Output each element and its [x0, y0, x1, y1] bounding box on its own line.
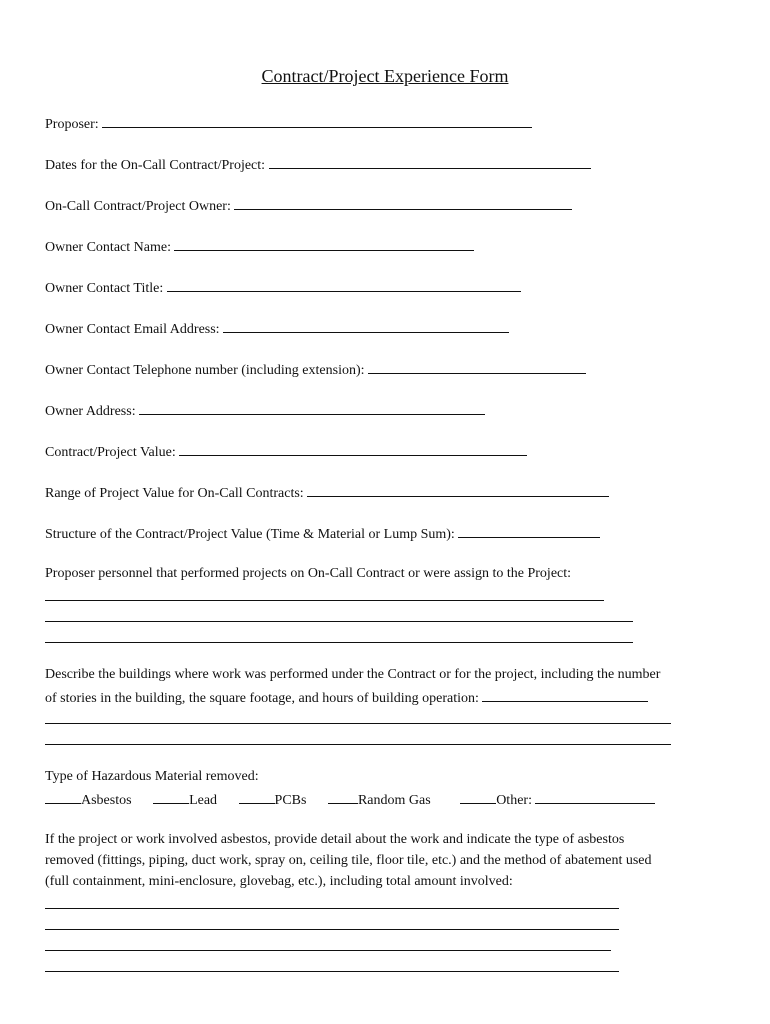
structure-row	[45, 523, 600, 544]
option-other[interactable]	[460, 789, 655, 810]
contact-name-label: Owner Contact Name:	[45, 240, 171, 255]
proposer-row	[45, 113, 532, 134]
option-asbestos[interactable]	[45, 789, 132, 810]
buildings-field[interactable]	[482, 687, 648, 702]
random-gas-blank[interactable]	[328, 789, 358, 804]
lead-blank[interactable]	[153, 789, 189, 804]
dates-field[interactable]	[269, 154, 591, 169]
owner-address-label: Owner Address:	[45, 404, 136, 419]
other-blank[interactable]	[460, 789, 496, 804]
buildings-text-2: of stories in the building, the square footage, and hours of building operation:	[45, 691, 479, 706]
range-field[interactable]	[307, 482, 609, 497]
contact-phone-row	[45, 359, 586, 380]
buildings-text-1: Describe the buildings where work was performed under the Contract or for the project, including the number	[45, 667, 661, 682]
asbestos-text-3: (full containment, mini-enclosure, glovebag, etc.), including total amount involved:	[45, 874, 513, 889]
option-random-gas[interactable]	[328, 789, 431, 810]
pcbs-blank[interactable]	[239, 789, 275, 804]
asbestos-label: Asbestos	[81, 793, 132, 808]
contact-title-row	[45, 277, 521, 298]
buildings-line-1[interactable]	[45, 723, 671, 724]
asbestos-blank[interactable]	[45, 789, 81, 804]
buildings-row	[45, 687, 648, 708]
owner-address-row	[45, 400, 485, 421]
value-field[interactable]	[179, 441, 527, 456]
random-gas-label: Random Gas	[357, 793, 431, 808]
asbestos-line-1[interactable]	[45, 908, 619, 909]
hazardous-label: Type of Hazardous Material removed:	[45, 769, 259, 784]
asbestos-line-2[interactable]	[45, 929, 619, 930]
contact-email-label: Owner Contact Email Address:	[45, 322, 220, 337]
structure-label: Structure of the Contract/Project Value (Time & Material or Lump Sum):	[45, 527, 455, 542]
form-title: Contract/Project Experience Form	[261, 66, 509, 86]
contact-name-field[interactable]	[174, 236, 474, 251]
contact-phone-field[interactable]	[368, 359, 586, 374]
dates-label: Dates for the On-Call Contract/Project:	[45, 158, 266, 173]
asbestos-text-2: removed (fittings, piping, duct work, spray on, ceiling tile, floor tile, etc.) and the method of abatement used	[45, 853, 652, 868]
other-field[interactable]	[535, 789, 655, 804]
personnel-line-3[interactable]	[45, 642, 633, 643]
hazardous-options	[45, 789, 673, 810]
option-pcbs[interactable]	[239, 789, 307, 810]
proposer-label: Proposer:	[45, 117, 99, 132]
personnel-line-1[interactable]	[45, 600, 604, 601]
value-row	[45, 441, 527, 462]
contact-title-field[interactable]	[167, 277, 521, 292]
value-label: Contract/Project Value:	[45, 445, 176, 460]
asbestos-line-4[interactable]	[45, 971, 619, 972]
lead-label: Lead	[189, 793, 218, 808]
contact-email-field[interactable]	[223, 318, 509, 333]
asbestos-text-1: If the project or work involved asbestos, provide detail about the work and indicate the type of asbestos	[45, 832, 625, 847]
dates-row	[45, 154, 591, 175]
contact-phone-label: Owner Contact Telephone number (including extension):	[45, 363, 365, 378]
personnel-line-2[interactable]	[45, 621, 633, 622]
owner-address-field[interactable]	[139, 400, 485, 415]
structure-field[interactable]	[458, 523, 600, 538]
option-lead[interactable]	[153, 789, 217, 810]
range-row	[45, 482, 609, 503]
proposer-field[interactable]	[102, 113, 532, 128]
asbestos-line-3[interactable]	[45, 950, 611, 951]
personnel-label: Proposer personnel that performed projects on On-Call Contract or were assign to the Project:	[45, 566, 572, 581]
range-label: Range of Project Value for On-Call Contracts:	[45, 486, 304, 501]
other-label: Other:	[496, 793, 532, 808]
buildings-line-2[interactable]	[45, 744, 671, 745]
pcbs-label: PCBs	[274, 793, 307, 808]
owner-label: On-Call Contract/Project Owner:	[45, 199, 231, 214]
owner-field[interactable]	[234, 195, 572, 210]
contact-email-row	[45, 318, 509, 339]
owner-row	[45, 195, 572, 216]
contact-name-row	[45, 236, 474, 257]
contact-title-label: Owner Contact Title:	[45, 281, 164, 296]
